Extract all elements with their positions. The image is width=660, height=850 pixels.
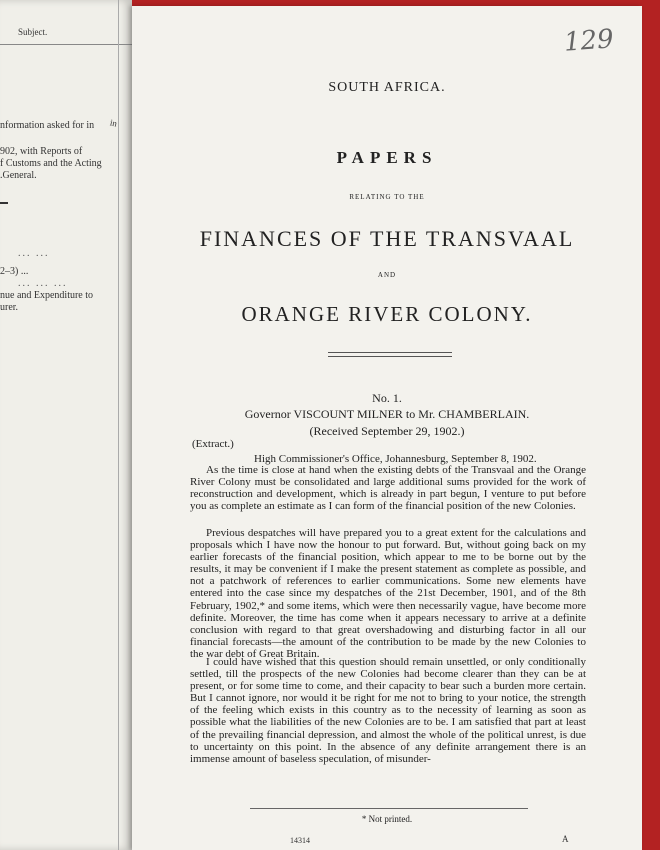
and-word: AND [377, 271, 397, 279]
papers-heading: PAPERS [336, 148, 438, 167]
left-margin-mark: in [109, 117, 118, 129]
left-dots-2: ... ... ... [18, 278, 68, 289]
left-fragment-4: .General. [0, 170, 37, 181]
title-line-2: ORANGE RIVER COLONY. [241, 302, 533, 326]
print-number: 14314 [290, 836, 310, 845]
footnote: * Not printed. [361, 814, 413, 824]
paragraph-3: I could have wished that this question should remain unsettled, or only conditionally settled, till the prospects of the new Colonies had become clearer than they can be at present, or for some time to come, and their capacity to bear such a burden more certain. But I cannot ignore, nor would it be right for me not to bring to your notice, the strength of the feeling which exists in this country as to the necessity of learning as soon as possible what the liabilities of the new Colonies are to be. I am satisfied that part at least of the prevailing financial depression, and almost the whole of the political unrest, is due to uncertainty on this point. In the absence of any definite arrangement there is an immense amount of baseless speculation, of misunder- [190, 656, 586, 765]
title-divider [328, 352, 452, 357]
received-date: (Received September 29, 1902.) [309, 424, 465, 438]
left-fragment-1: nformation asked for in [0, 120, 95, 131]
left-fragment-7: urer. [0, 302, 19, 313]
left-dots-1: ... ... [18, 248, 50, 259]
left-fragment-6: nue and Expenditure to [0, 290, 94, 301]
left-page [0, 0, 132, 850]
left-fragment-5: 2–3) ... [0, 266, 29, 277]
document-page [132, 6, 642, 850]
correspondence-heading: Governor VISCOUNT MILNER to Mr. CHAMBERLAIN. [244, 407, 530, 421]
left-page-column-rule [118, 0, 119, 850]
document-number: No. 1. [372, 391, 402, 405]
extract-label: (Extract.) [192, 438, 234, 450]
office-line: High Commissioner's Office, Johannesburg, September 8, 1902. [254, 453, 537, 465]
title-line-1: FINANCES OF THE TRANSVAAL [199, 226, 575, 251]
left-fragment-3: f Customs and the Acting [0, 158, 102, 169]
handwritten-page-number: 129 [563, 24, 615, 58]
left-fragment-2: 902, with Reports of [0, 146, 83, 157]
paragraph-2: Previous despatches will have prepared you to a great extent for the calculations and proposals which I have now the honour to put forward. But, without going back on my earlier forecasts of the financial position, which appear to me to be borne out by the results, it may be convenient if I make the present statement as complete as possible, and not a patchwork of references to earlier communications. Some new elements have entered into the case since my despatches of the 21st December, 1901, and of the 8th February, 1902,* and some items, which were then necessarily vague, have become more definite. Moreover, the time has come when it appears necessary to arrive at a definite conclusion with regard to that great overshadowing and disturbing factor in all our financial forecasts—the amount of the contribution to be made by the new Colonies to the war debt of Great Britain. [190, 527, 586, 660]
left-page-rule [0, 44, 132, 45]
relating-line: RELATING TO THE [349, 193, 425, 201]
left-dash [0, 202, 8, 204]
paragraph-1: As the time is close at hand when the existing debts of the Transvaal and the Orange River Colony must be consolidated and large additional sums provided for the work of reconstruction and development, which is already in part begun, I venture to put before you as complete an estimate as I can form of the financial position of the new Colonies. [190, 464, 586, 513]
region-heading: SOUTH AFRICA. [328, 80, 446, 95]
subject-label: Subject. [18, 27, 48, 37]
footnote-rule [250, 808, 528, 809]
signature-mark: A [562, 834, 569, 844]
